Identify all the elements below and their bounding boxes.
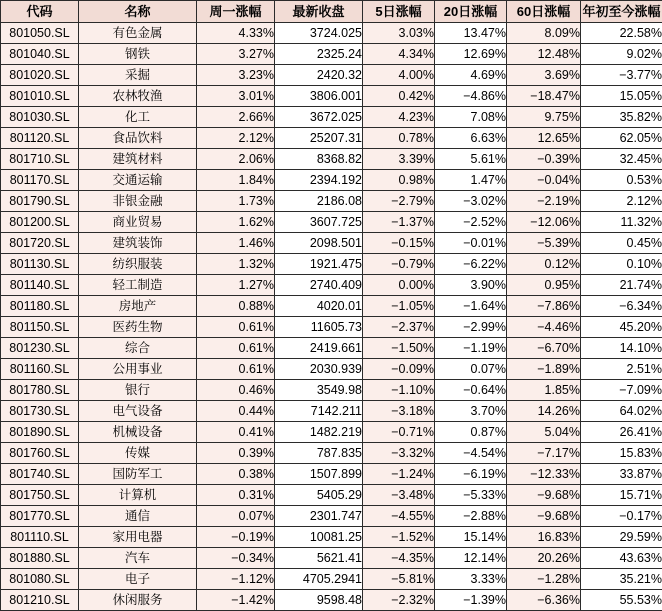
cell-name: 通信 [79, 506, 197, 527]
cell-name: 钢铁 [79, 44, 197, 65]
cell-20day-change: 0.87% [435, 422, 507, 443]
cell-code: 801230.SL [1, 338, 79, 359]
table-row [1, 485, 662, 506]
cell-code: 801140.SL [1, 275, 79, 296]
cell-60day-change: −1.28% [507, 569, 581, 590]
cell-20day-change: −1.19% [435, 338, 507, 359]
cell-latest-close: 1482.219 [275, 422, 363, 443]
table-row [1, 233, 662, 254]
column-header-20day-change: 20日涨幅 [435, 1, 507, 23]
cell-60day-change: 12.65% [507, 128, 581, 149]
cell-name: 国防军工 [79, 464, 197, 485]
cell-name: 食品饮料 [79, 128, 197, 149]
cell-weekly-change: 0.46% [197, 380, 275, 401]
cell-ytd-change: −3.77% [581, 65, 662, 86]
cell-20day-change: 13.47% [435, 23, 507, 44]
table-row [1, 464, 662, 485]
cell-weekly-change: 2.12% [197, 128, 275, 149]
cell-20day-change: −3.02% [435, 191, 507, 212]
cell-ytd-change: 32.45% [581, 149, 662, 170]
cell-5day-change: −3.18% [363, 401, 435, 422]
cell-20day-change: −2.99% [435, 317, 507, 338]
cell-5day-change: 4.34% [363, 44, 435, 65]
cell-latest-close: 3549.98 [275, 380, 363, 401]
cell-weekly-change: 0.61% [197, 359, 275, 380]
cell-60day-change: 14.26% [507, 401, 581, 422]
cell-ytd-change: 2.12% [581, 191, 662, 212]
cell-latest-close: 1507.899 [275, 464, 363, 485]
cell-name: 传媒 [79, 443, 197, 464]
cell-ytd-change: 33.87% [581, 464, 662, 485]
cell-20day-change: 6.63% [435, 128, 507, 149]
cell-ytd-change: 22.58% [581, 23, 662, 44]
table-row [1, 275, 662, 296]
cell-code: 801710.SL [1, 149, 79, 170]
cell-weekly-change: 1.84% [197, 170, 275, 191]
cell-60day-change: −12.06% [507, 212, 581, 233]
cell-60day-change: −0.04% [507, 170, 581, 191]
cell-60day-change: −18.47% [507, 86, 581, 107]
cell-latest-close: 5405.29 [275, 485, 363, 506]
cell-ytd-change: 35.21% [581, 569, 662, 590]
cell-weekly-change: 1.32% [197, 254, 275, 275]
cell-weekly-change: 0.39% [197, 443, 275, 464]
cell-60day-change: 3.69% [507, 65, 581, 86]
cell-20day-change: 5.61% [435, 149, 507, 170]
cell-ytd-change: 15.83% [581, 443, 662, 464]
cell-weekly-change: 2.06% [197, 149, 275, 170]
cell-20day-change: −2.52% [435, 212, 507, 233]
cell-latest-close: 3672.025 [275, 107, 363, 128]
column-header-weekly-change: 周一涨幅 [197, 1, 275, 23]
cell-ytd-change: 29.59% [581, 527, 662, 548]
cell-ytd-change: −7.09% [581, 380, 662, 401]
cell-5day-change: 4.00% [363, 65, 435, 86]
cell-ytd-change: 45.20% [581, 317, 662, 338]
cell-latest-close: 5621.41 [275, 548, 363, 569]
cell-weekly-change: 0.41% [197, 422, 275, 443]
cell-name: 非银金融 [79, 191, 197, 212]
cell-code: 801740.SL [1, 464, 79, 485]
cell-ytd-change: 26.41% [581, 422, 662, 443]
cell-20day-change: 7.08% [435, 107, 507, 128]
column-header-5day-change: 5日涨幅 [363, 1, 435, 23]
cell-ytd-change: −0.17% [581, 506, 662, 527]
table-row [1, 506, 662, 527]
cell-name: 休闲服务 [79, 590, 197, 611]
table-row [1, 443, 662, 464]
cell-code: 801890.SL [1, 422, 79, 443]
cell-latest-close: 2186.08 [275, 191, 363, 212]
cell-5day-change: −1.05% [363, 296, 435, 317]
cell-ytd-change: 0.10% [581, 254, 662, 275]
cell-5day-change: −2.37% [363, 317, 435, 338]
cell-code: 801040.SL [1, 44, 79, 65]
cell-latest-close: 787.835 [275, 443, 363, 464]
cell-weekly-change: −1.42% [197, 590, 275, 611]
cell-20day-change: 1.47% [435, 170, 507, 191]
cell-code: 801780.SL [1, 380, 79, 401]
table-row [1, 380, 662, 401]
column-header-ytd-change: 年初至今涨幅 [581, 1, 662, 23]
cell-code: 801150.SL [1, 317, 79, 338]
table-row [1, 65, 662, 86]
cell-ytd-change: 15.05% [581, 86, 662, 107]
cell-name: 银行 [79, 380, 197, 401]
cell-60day-change: 12.48% [507, 44, 581, 65]
table-row [1, 254, 662, 275]
cell-5day-change: −3.32% [363, 443, 435, 464]
cell-latest-close: 2030.939 [275, 359, 363, 380]
cell-5day-change: −2.79% [363, 191, 435, 212]
cell-weekly-change: 0.61% [197, 338, 275, 359]
cell-latest-close: 1921.475 [275, 254, 363, 275]
cell-ytd-change: 14.10% [581, 338, 662, 359]
cell-5day-change: −0.09% [363, 359, 435, 380]
cell-ytd-change: 9.02% [581, 44, 662, 65]
column-header-name: 名称 [79, 1, 197, 23]
cell-20day-change: 3.33% [435, 569, 507, 590]
cell-name: 建筑装饰 [79, 233, 197, 254]
cell-60day-change: −2.19% [507, 191, 581, 212]
cell-name: 综合 [79, 338, 197, 359]
cell-5day-change: −1.37% [363, 212, 435, 233]
cell-5day-change: −0.79% [363, 254, 435, 275]
cell-20day-change: 3.70% [435, 401, 507, 422]
cell-code: 801080.SL [1, 569, 79, 590]
cell-latest-close: 7142.211 [275, 401, 363, 422]
cell-latest-close: 2419.661 [275, 338, 363, 359]
cell-5day-change: 4.23% [363, 107, 435, 128]
cell-name: 房地产 [79, 296, 197, 317]
cell-5day-change: −3.48% [363, 485, 435, 506]
cell-code: 801010.SL [1, 86, 79, 107]
cell-weekly-change: 0.61% [197, 317, 275, 338]
cell-20day-change: 12.14% [435, 548, 507, 569]
cell-weekly-change: 1.46% [197, 233, 275, 254]
cell-20day-change: −4.54% [435, 443, 507, 464]
cell-60day-change: 5.04% [507, 422, 581, 443]
cell-code: 801120.SL [1, 128, 79, 149]
cell-name: 有色金属 [79, 23, 197, 44]
column-header-60day-change: 60日涨幅 [507, 1, 581, 23]
cell-ytd-change: 11.32% [581, 212, 662, 233]
cell-weekly-change: 3.23% [197, 65, 275, 86]
cell-5day-change: −1.52% [363, 527, 435, 548]
cell-5day-change: 0.42% [363, 86, 435, 107]
cell-name: 电子 [79, 569, 197, 590]
table-row [1, 170, 662, 191]
cell-weekly-change: 2.66% [197, 107, 275, 128]
cell-name: 计算机 [79, 485, 197, 506]
cell-5day-change: 3.03% [363, 23, 435, 44]
cell-code: 801210.SL [1, 590, 79, 611]
cell-code: 801170.SL [1, 170, 79, 191]
cell-ytd-change: 35.82% [581, 107, 662, 128]
cell-5day-change: −1.10% [363, 380, 435, 401]
table-row [1, 527, 662, 548]
cell-latest-close: 2325.24 [275, 44, 363, 65]
cell-weekly-change: 1.27% [197, 275, 275, 296]
cell-ytd-change: 0.53% [581, 170, 662, 191]
cell-name: 农林牧渔 [79, 86, 197, 107]
cell-20day-change: −0.01% [435, 233, 507, 254]
cell-weekly-change: 0.31% [197, 485, 275, 506]
cell-ytd-change: 21.74% [581, 275, 662, 296]
cell-ytd-change: 64.02% [581, 401, 662, 422]
cell-20day-change: −4.86% [435, 86, 507, 107]
cell-weekly-change: 1.62% [197, 212, 275, 233]
cell-20day-change: 12.69% [435, 44, 507, 65]
cell-latest-close: 8368.82 [275, 149, 363, 170]
cell-5day-change: 0.78% [363, 128, 435, 149]
table-row [1, 569, 662, 590]
table-row [1, 44, 662, 65]
cell-name: 纺织服装 [79, 254, 197, 275]
table-row [1, 107, 662, 128]
cell-20day-change: 4.69% [435, 65, 507, 86]
cell-weekly-change: 0.88% [197, 296, 275, 317]
cell-5day-change: −4.55% [363, 506, 435, 527]
table-row [1, 359, 662, 380]
cell-ytd-change: 0.45% [581, 233, 662, 254]
table-row [1, 86, 662, 107]
cell-weekly-change: 4.33% [197, 23, 275, 44]
cell-20day-change: −6.19% [435, 464, 507, 485]
cell-5day-change: −5.81% [363, 569, 435, 590]
cell-20day-change: −1.64% [435, 296, 507, 317]
cell-weekly-change: 3.27% [197, 44, 275, 65]
cell-60day-change: 20.26% [507, 548, 581, 569]
cell-latest-close: 3607.725 [275, 212, 363, 233]
cell-code: 801880.SL [1, 548, 79, 569]
cell-60day-change: 0.12% [507, 254, 581, 275]
cell-20day-change: −0.64% [435, 380, 507, 401]
cell-ytd-change: 2.51% [581, 359, 662, 380]
table-row [1, 191, 662, 212]
cell-name: 公用事业 [79, 359, 197, 380]
table-row [1, 128, 662, 149]
cell-weekly-change: 0.07% [197, 506, 275, 527]
cell-weekly-change: −0.19% [197, 527, 275, 548]
cell-weekly-change: −0.34% [197, 548, 275, 569]
table-row [1, 548, 662, 569]
cell-name: 汽车 [79, 548, 197, 569]
cell-name: 电气设备 [79, 401, 197, 422]
cell-code: 801160.SL [1, 359, 79, 380]
table-row [1, 317, 662, 338]
cell-60day-change: −7.86% [507, 296, 581, 317]
cell-5day-change: −0.15% [363, 233, 435, 254]
cell-latest-close: 9598.48 [275, 590, 363, 611]
cell-code: 801760.SL [1, 443, 79, 464]
cell-code: 801790.SL [1, 191, 79, 212]
cell-code: 801050.SL [1, 23, 79, 44]
cell-name: 商业贸易 [79, 212, 197, 233]
cell-60day-change: −0.39% [507, 149, 581, 170]
cell-20day-change: −6.22% [435, 254, 507, 275]
column-header-latest-close: 最新收盘 [275, 1, 363, 23]
cell-latest-close: 4705.2941 [275, 569, 363, 590]
cell-5day-change: 0.00% [363, 275, 435, 296]
cell-name: 采掘 [79, 65, 197, 86]
cell-code: 801730.SL [1, 401, 79, 422]
cell-weekly-change: 0.38% [197, 464, 275, 485]
cell-latest-close: 2098.501 [275, 233, 363, 254]
cell-latest-close: 11605.73 [275, 317, 363, 338]
cell-weekly-change: −1.12% [197, 569, 275, 590]
cell-ytd-change: 55.53% [581, 590, 662, 611]
cell-code: 801130.SL [1, 254, 79, 275]
cell-5day-change: −2.32% [363, 590, 435, 611]
cell-60day-change: −7.17% [507, 443, 581, 464]
cell-latest-close: 2740.409 [275, 275, 363, 296]
column-header-code: 代码 [1, 1, 79, 23]
cell-5day-change: −1.24% [363, 464, 435, 485]
cell-ytd-change: 43.63% [581, 548, 662, 569]
cell-60day-change: 9.75% [507, 107, 581, 128]
table-row [1, 590, 662, 611]
cell-name: 机械设备 [79, 422, 197, 443]
cell-latest-close: 2394.192 [275, 170, 363, 191]
cell-weekly-change: 0.44% [197, 401, 275, 422]
cell-code: 801750.SL [1, 485, 79, 506]
cell-code: 801180.SL [1, 296, 79, 317]
cell-name: 交通运输 [79, 170, 197, 191]
table-row [1, 338, 662, 359]
cell-latest-close: 3724.025 [275, 23, 363, 44]
table-body [1, 23, 662, 611]
cell-60day-change: −12.33% [507, 464, 581, 485]
cell-60day-change: −6.70% [507, 338, 581, 359]
cell-20day-change: −1.39% [435, 590, 507, 611]
cell-60day-change: −9.68% [507, 506, 581, 527]
cell-code: 801030.SL [1, 107, 79, 128]
cell-60day-change: 1.85% [507, 380, 581, 401]
cell-5day-change: 3.39% [363, 149, 435, 170]
cell-weekly-change: 1.73% [197, 191, 275, 212]
table-row [1, 296, 662, 317]
table-row [1, 401, 662, 422]
cell-name: 建筑材料 [79, 149, 197, 170]
cell-code: 801110.SL [1, 527, 79, 548]
cell-60day-change: 8.09% [507, 23, 581, 44]
cell-code: 801200.SL [1, 212, 79, 233]
table-row [1, 23, 662, 44]
table-header-row [1, 1, 662, 23]
cell-60day-change: −4.46% [507, 317, 581, 338]
cell-latest-close: 2301.747 [275, 506, 363, 527]
cell-60day-change: −9.68% [507, 485, 581, 506]
table-row [1, 422, 662, 443]
table-row [1, 149, 662, 170]
cell-code: 801020.SL [1, 65, 79, 86]
cell-latest-close: 25207.31 [275, 128, 363, 149]
cell-latest-close: 4020.01 [275, 296, 363, 317]
cell-name: 医药生物 [79, 317, 197, 338]
cell-20day-change: −2.88% [435, 506, 507, 527]
cell-name: 化工 [79, 107, 197, 128]
cell-name: 轻工制造 [79, 275, 197, 296]
table-row [1, 212, 662, 233]
cell-code: 801720.SL [1, 233, 79, 254]
cell-latest-close: 10081.25 [275, 527, 363, 548]
cell-60day-change: −6.36% [507, 590, 581, 611]
cell-5day-change: −4.35% [363, 548, 435, 569]
cell-latest-close: 2420.32 [275, 65, 363, 86]
cell-60day-change: −5.39% [507, 233, 581, 254]
cell-20day-change: −5.33% [435, 485, 507, 506]
cell-60day-change: 0.95% [507, 275, 581, 296]
cell-20day-change: 3.90% [435, 275, 507, 296]
cell-5day-change: −0.71% [363, 422, 435, 443]
cell-name: 家用电器 [79, 527, 197, 548]
cell-60day-change: −1.89% [507, 359, 581, 380]
cell-20day-change: 0.07% [435, 359, 507, 380]
cell-weekly-change: 3.01% [197, 86, 275, 107]
cell-5day-change: −1.50% [363, 338, 435, 359]
cell-ytd-change: 62.05% [581, 128, 662, 149]
cell-latest-close: 3806.001 [275, 86, 363, 107]
cell-ytd-change: −6.34% [581, 296, 662, 317]
cell-20day-change: 15.14% [435, 527, 507, 548]
cell-60day-change: 16.83% [507, 527, 581, 548]
cell-ytd-change: 15.71% [581, 485, 662, 506]
cell-code: 801770.SL [1, 506, 79, 527]
cell-5day-change: 0.98% [363, 170, 435, 191]
